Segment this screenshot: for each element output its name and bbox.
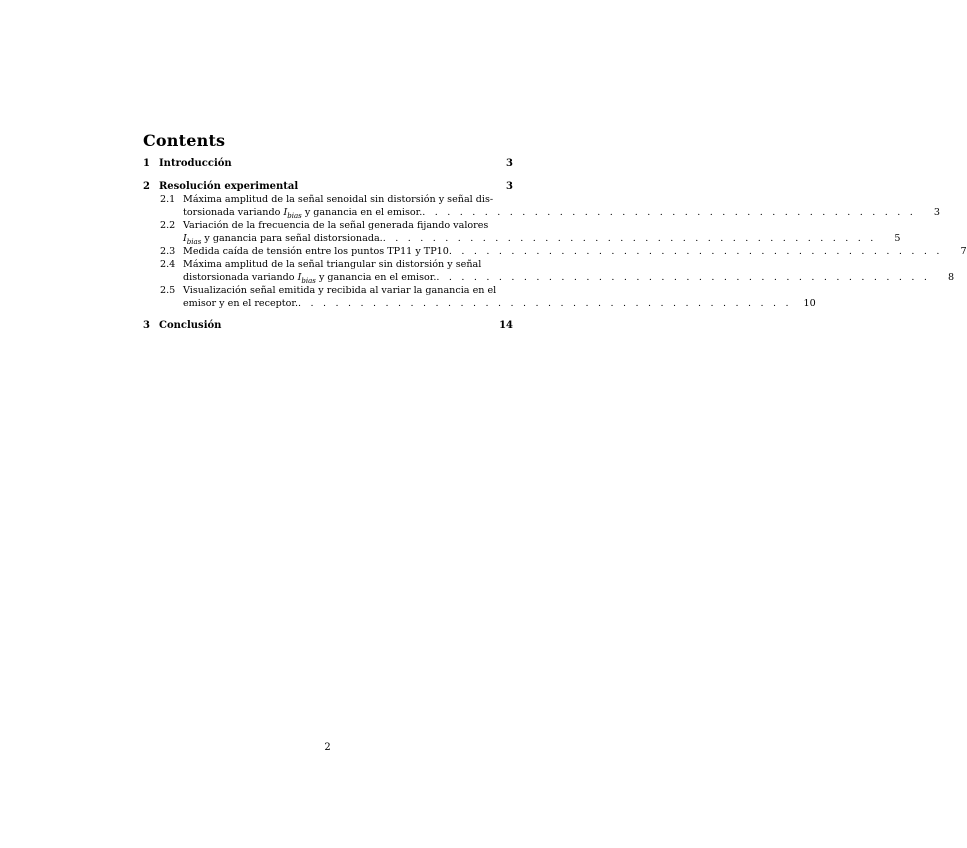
contents-heading: Contents [143,131,226,150]
subsection-title-line: emisor y en el receptor. . . . . . . . . . . . . . . . . . . . . . . . . . . . . . . . . . . . . . . . . 10 [183,297,816,309]
subsection-title-line: Medida caída de tensión entre los puntos TP11 y TP10 . . . . . . . . . . . . . . . . . . . . . . . . . . . . . . . . . . . . . . . . 7 [183,246,967,257]
leader-dots: . . . . . . . . . . . . . . . . . . . . . . . . . . . . . . . . . . . . . . . . [298,297,792,309]
section-title: Conclusión [159,320,222,331]
page-number: 2 [324,742,331,753]
subsection-page: 10 [803,297,816,309]
section-number: 1 [143,158,150,169]
section-title: Introducción [159,158,232,169]
toc-subsection-2-2[interactable] [160,220,901,248]
subsection-page: 3 [933,206,940,218]
toc-subsection-2-4[interactable] [160,259,955,287]
subsection-page: 5 [894,232,901,244]
toc-section-1[interactable] [143,158,513,170]
subsection-title-line: Máxima amplitud de la señal senoidal sin distorsión y señal dis- [183,194,494,205]
toc-section-3[interactable] [143,320,513,332]
subsection-number: 2.5 [160,285,176,296]
subsection-title-line: $I_{bias}$ y ganancia para señal distorsionada. . . . . . . . . . . . . . . . . . . . . . . . . . . . . . . . . . . . . . . . . 5 [183,233,900,248]
subsection-title-line: torsionada variando $I_{bias}$ y ganancia en el emisor. . . . . . . . . . . . . . . . . . . . . . . . . . . . . . . . . . . . . . . . . 3 [183,207,940,222]
section-page: 14 [499,320,513,331]
section-number: 2 [143,181,150,192]
section-page: 3 [506,181,513,192]
toc-section-2[interactable] [143,181,513,193]
toc-subsection-2-3[interactable] [160,246,967,259]
subsection-number: 2.1 [160,194,176,205]
leader-dots: . . . . . . . . . . . . . . . . . . . . . . . . . . . . . . . . . . . . . . . . [382,232,877,244]
leader-dots: . . . . . . . . . . . . . . . . . . . . . . . . . . . . . . . . . . . . . . . . [448,246,943,257]
subsection-number: 2.3 [160,246,176,257]
subsection-title-line: Variación de la frecuencia de la señal generada fijando valores [183,220,489,231]
subsection-title-line: distorsionada variando $I_{bias}$ y ganancia en el emisor. . . . . . . . . . . . . . . . . . . . . . . . . . . . . . . . . . . . . . . . . 8 [183,272,954,287]
section-page: 3 [506,158,513,169]
subsection-number: 2.4 [160,259,176,270]
subsection-title-line: Máxima amplitud de la señal triangular sin distorsión y señal [183,259,482,270]
section-title: Resolución experimental [159,181,299,192]
subsection-page: 7 [960,246,967,257]
subsection-page: 8 [948,271,955,283]
leader-dots: . . . . . . . . . . . . . . . . . . . . . . . . . . . . . . . . . . . . . . . . [436,271,931,283]
toc-subsection-2-5[interactable] [160,285,816,310]
toc-subsection-2-1[interactable] [160,194,940,222]
subsection-number: 2.2 [160,220,176,231]
section-number: 3 [143,320,150,331]
subsection-title-line: Visualización señal emitida y recibida al variar la ganancia en el [183,285,497,296]
leader-dots: . . . . . . . . . . . . . . . . . . . . . . . . . . . . . . . . . . . . . . . . [422,206,916,218]
